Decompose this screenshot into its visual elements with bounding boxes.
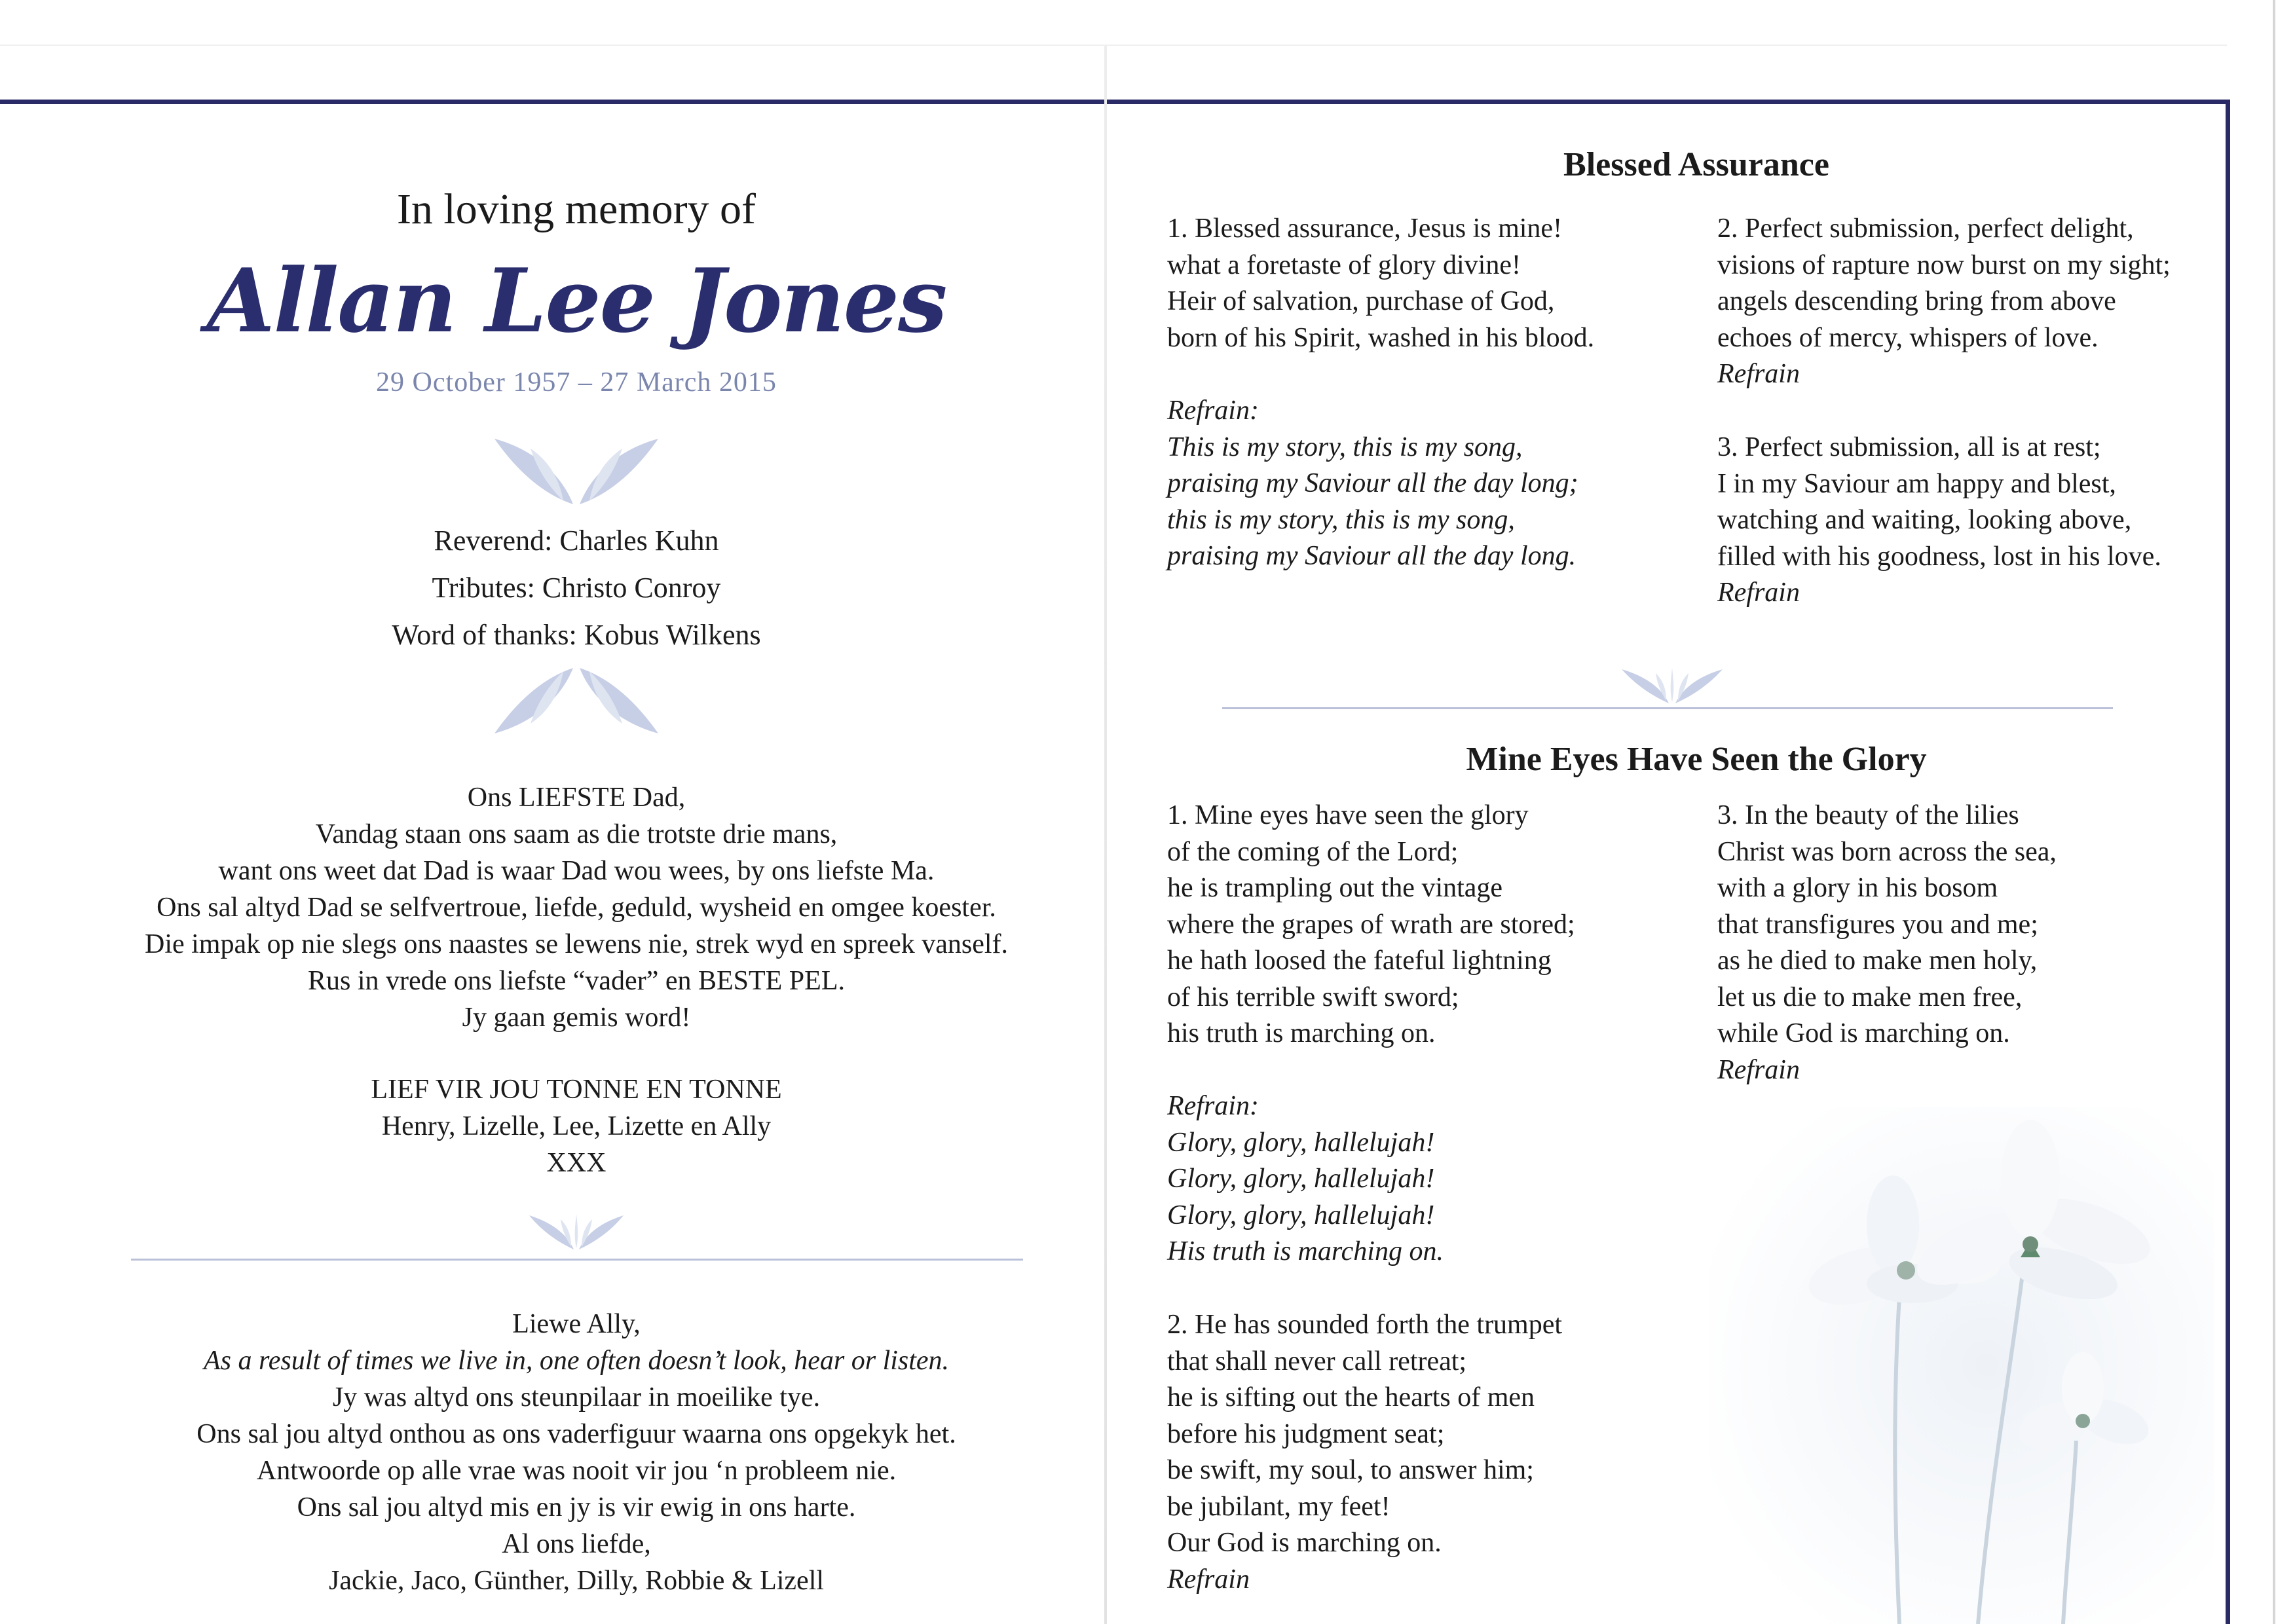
- hymn-title-blessed-assurance: Blessed Assurance: [1563, 146, 1829, 183]
- hymn2-refrain: [1167, 1088, 1444, 1270]
- verse-line: watching and waiting, looking above,: [1717, 505, 2132, 535]
- refrain-line: praising my Saviour all the day long.: [1167, 541, 1577, 571]
- verse-line: 3. In the beauty of the lilies: [1717, 800, 2019, 830]
- signoff-line: XXX: [546, 1148, 606, 1178]
- verse-line: Heir of salvation, purchase of God,: [1167, 286, 1555, 316]
- verse-line: filled with his goodness, lost in his love.: [1717, 541, 2161, 572]
- service-tributes: Tributes: Christo Conroy: [432, 572, 721, 604]
- refrain-line: praising my Saviour all the day long;: [1167, 468, 1578, 498]
- hymn2-verse1: [1167, 798, 1575, 1052]
- verse-line: 3. Perfect submission, all is at rest;: [1717, 432, 2101, 462]
- refrain-line: His truth is marching on.: [1167, 1236, 1444, 1266]
- dad-message: [118, 779, 1035, 1036]
- message-line: Rus in vrede ons liefste “vader” en BESTE PEL.: [308, 966, 845, 996]
- hymn1-refrain: [1167, 393, 1578, 575]
- verse-line: with a glory in his bosom: [1717, 873, 1998, 903]
- dad-signoff: [118, 1071, 1035, 1181]
- hymn1-verse3: [1717, 430, 2161, 612]
- refrain-line: this is my story, this is my song,: [1167, 504, 1515, 535]
- verse-line: 1. Blessed assurance, Jesus is mine!: [1167, 213, 1563, 244]
- message-line: Jy was altyd ons steunpilaar in moeilike tye.: [332, 1382, 821, 1412]
- verse-line: he is trampling out the vintage: [1167, 873, 1503, 903]
- message-line: Jackie, Jaco, Günther, Dilly, Robbie & Lizell: [328, 1566, 825, 1596]
- verse-line: that transfigures you and me;: [1717, 909, 2038, 940]
- refrain-label: Refrain: [1717, 578, 1800, 608]
- ally-message: [118, 1306, 1035, 1599]
- verse-line: as he died to make men holy,: [1717, 946, 2038, 976]
- paper-edge: [2273, 0, 2275, 1624]
- refrain-line: Glory, glory, hallelujah!: [1167, 1200, 1435, 1230]
- verse-line: Our God is marching on.: [1167, 1528, 1442, 1558]
- refrain-label: Refrain: [1167, 1564, 1250, 1595]
- verse-line: let us die to make men free,: [1717, 982, 2023, 1012]
- hymn1-verse1: [1167, 211, 1594, 356]
- leaf-ornament-icon: [1616, 664, 1728, 706]
- leaf-ornament-icon: [485, 661, 668, 740]
- refrain-label: Refrain:: [1167, 396, 1259, 426]
- refrain-line: Glory, glory, hallelujah!: [1167, 1127, 1435, 1158]
- verse-line: born of his Spirit, washed in his blood.: [1167, 322, 1595, 353]
- cosmos-flower-icon: [1709, 1107, 2214, 1624]
- verse-line: 2. He has sounded forth the trumpet: [1167, 1310, 1563, 1340]
- hymn-title-mine-eyes: Mine Eyes Have Seen the Glory: [1466, 741, 1927, 778]
- refrain-label: Refrain: [1717, 1054, 1800, 1085]
- hymn2-verse2: [1167, 1307, 1562, 1598]
- verse-line: echoes of mercy, whispers of love.: [1717, 322, 2099, 353]
- verse-line: of the coming of the Lord;: [1167, 836, 1459, 867]
- verse-line: he hath loosed the fateful lightning: [1167, 946, 1552, 976]
- scan-edge-line: [0, 45, 2227, 46]
- verse-line: I in my Saviour am happy and blest,: [1717, 468, 2116, 499]
- verse-line: 2. Perfect submission, perfect delight,: [1717, 213, 2134, 244]
- verse-line: angels descending bring from above: [1717, 286, 2116, 316]
- message-line: Ons sal jou altyd onthou as ons vaderfiguur waarna ons opgekyk het.: [196, 1419, 956, 1449]
- frame-border-right: [2226, 100, 2230, 1624]
- verse-line: his truth is marching on.: [1167, 1018, 1436, 1048]
- verse-line: be jubilant, my feet!: [1167, 1491, 1390, 1522]
- service-thanks: Word of thanks: Kobus Wilkens: [392, 619, 761, 651]
- page-fold: [1104, 46, 1107, 1624]
- verse-line: that shall never call retreat;: [1167, 1346, 1467, 1376]
- service-reverend: Reverend: Charles Kuhn: [434, 525, 719, 557]
- verse-line: Christ was born across the sea,: [1717, 836, 2057, 867]
- memory-heading: In loving memory of: [396, 185, 756, 233]
- section-divider: [1222, 707, 2113, 709]
- frame-border-top: [0, 100, 2230, 104]
- leaf-ornament-icon: [524, 1210, 629, 1252]
- message-line: Liewe Ally,: [512, 1309, 641, 1339]
- message-line: Ons LIEFSTE Dad,: [467, 783, 686, 813]
- leaf-ornament-icon: [485, 432, 668, 511]
- message-line: Al ons liefde,: [502, 1529, 651, 1559]
- signoff-line: LIEF VIR JOU TONNE EN TONNE: [371, 1075, 782, 1105]
- signoff-line: Henry, Lizelle, Lee, Lizette en Ally: [381, 1111, 772, 1141]
- message-line: Vandag staan ons saam as die trotste drie mans,: [315, 819, 838, 849]
- message-line: Ons sal jou altyd mis en jy is vir ewig in ons harte.: [297, 1492, 856, 1522]
- refrain-line: This is my story, this is my song,: [1167, 432, 1523, 462]
- life-dates: 29 October 1957 – 27 March 2015: [376, 367, 777, 397]
- verse-line: before his judgment seat;: [1167, 1418, 1445, 1449]
- service-list: [118, 517, 1035, 659]
- verse-line: he is sifting out the hearts of men: [1167, 1382, 1535, 1412]
- message-line: Antwoorde op alle vrae was nooit vir jou ‘n probleem nie.: [256, 1456, 897, 1486]
- verse-line: while God is marching on.: [1717, 1018, 2010, 1048]
- message-line: Ons sal altyd Dad se selfvertroue, liefde, geduld, wysheid en omgee koester.: [157, 893, 996, 923]
- verse-line: 1. Mine eyes have seen the glory: [1167, 800, 1529, 830]
- verse-line: where the grapes of wrath are stored;: [1167, 909, 1575, 940]
- verse-line: visions of rapture now burst on my sight;: [1717, 249, 2171, 280]
- message-line: Jy gaan gemis word!: [462, 1003, 691, 1033]
- message-line: Die impak op nie slegs ons naastes se lewens nie, strek wyd en spreek vanself.: [145, 929, 1008, 959]
- verse-line: what a foretaste of glory divine!: [1167, 249, 1521, 280]
- refrain-label: Refrain: [1717, 359, 1800, 389]
- verse-line: be swift, my soul, to answer him;: [1167, 1455, 1534, 1485]
- hymn2-verse3: [1717, 798, 2057, 1088]
- hymn1-verse2: [1717, 211, 2171, 393]
- refrain-line: Glory, glory, hallelujah!: [1167, 1164, 1435, 1194]
- section-divider: [131, 1259, 1023, 1261]
- message-line: want ons weet dat Dad is waar Dad wou wees, by ons liefste Ma.: [218, 856, 935, 886]
- message-line: As a result of times we live in, one often doesn’t look, hear or listen.: [203, 1346, 950, 1376]
- deceased-name: Allan Lee Jones: [206, 249, 946, 352]
- verse-line: of his terrible swift sword;: [1167, 982, 1459, 1012]
- refrain-label: Refrain:: [1167, 1091, 1259, 1121]
